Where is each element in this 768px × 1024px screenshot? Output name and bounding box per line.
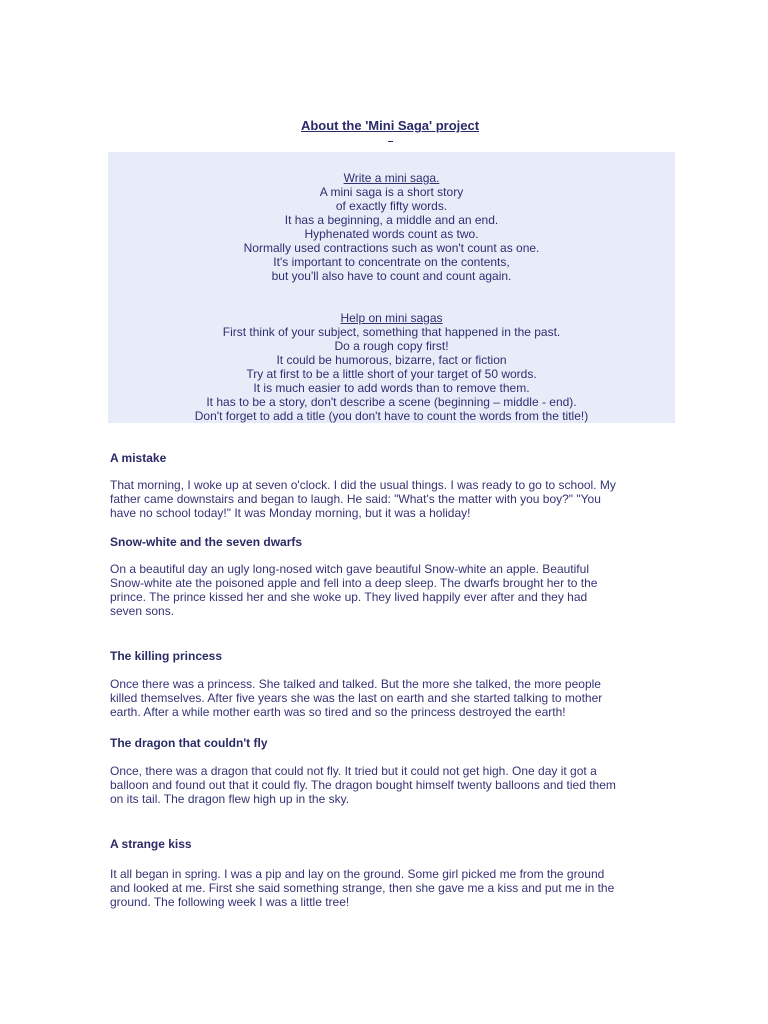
write-line: Normally used contractions such as won't count as one. [243,241,540,255]
help-heading: Help on mini sagas [340,311,443,325]
help-line: It is much easier to add words than to remove them. [253,381,530,395]
help-line: It has to be a story, don't describe a scene (beginning – middle - end). [206,395,577,409]
write-line: A mini saga is a short story [319,185,464,199]
help-line: It could be humorous, bizarre, fact or fiction [276,353,507,367]
story-line: and looked at me. First she said something strange, then she gave me a kiss and put me in the [110,881,615,895]
story-line: seven sons. [110,604,175,618]
info-box [108,152,675,423]
page-title: About the 'Mini Saga' project [300,118,480,133]
title-dash-divider [388,141,393,142]
story-line: It all began in spring. I was a pip and lay on the ground. Some girl picked me from the ground [110,867,605,881]
story-line: on its tail. The dragon flew high up in the sky. [110,792,350,806]
story-line: Once, there was a dragon that could not fly. It tried but it could not get high. One day it got a [110,764,597,778]
write-line: It's important to concentrate on the contents, [273,255,510,269]
write-line: of exactly fifty words. [335,199,448,213]
story-title: A mistake [110,451,167,465]
story-title: The killing princess [110,649,223,663]
help-line: First think of your subject, something that happened in the past. [222,325,561,339]
story-title: A strange kiss [110,837,192,851]
story-line: earth. After a while mother earth was so tired and so the princess destroyed the earth! [110,705,566,719]
story-title: The dragon that couldn't fly [110,736,268,750]
write-line: Hyphenated words count as two. [304,227,479,241]
write-heading: Write a mini saga. [343,171,440,185]
write-line: but you'll also have to count and count again. [271,269,512,283]
story-line: killed themselves. After five years she was the last on earth and she started talking to mother [110,691,603,705]
story-line: Snow-white ate the poisoned apple and fell into a deep sleep. The dwarfs brought her to the [110,576,598,590]
write-line: It has a beginning, a middle and an end. [284,213,499,227]
help-line: Don't forget to add a title (you don't have to count the words from the title!) [194,409,589,423]
story-line: balloon and found out that it could fly. The dragon bought himself twenty balloons and tied them [110,778,616,792]
story-line: father came downstairs and began to laugh. He said: "What's the matter with you boy?" "You [110,492,601,506]
help-line: Do a rough copy first! [334,339,449,353]
story-line: have no school today!" It was Monday morning, but it was a holiday! [110,506,471,520]
story-title: Snow-white and the seven dwarfs [110,535,303,549]
story-line: Once there was a princess. She talked and talked. But the more she talked, the more people [110,677,601,691]
help-line: Try at first to be a little short of your target of 50 words. [246,367,537,381]
story-line: That morning, I woke up at seven o'clock. I did the usual things. I was ready to go to school. My [110,478,616,492]
story-line: On a beautiful day an ugly long-nosed witch gave beautiful Snow-white an apple. Beautiful [110,562,589,576]
story-line: ground. The following week I was a little tree! [110,895,350,909]
story-line: prince. The prince kissed her and she woke up. They lived happily ever after and they had [110,590,588,604]
